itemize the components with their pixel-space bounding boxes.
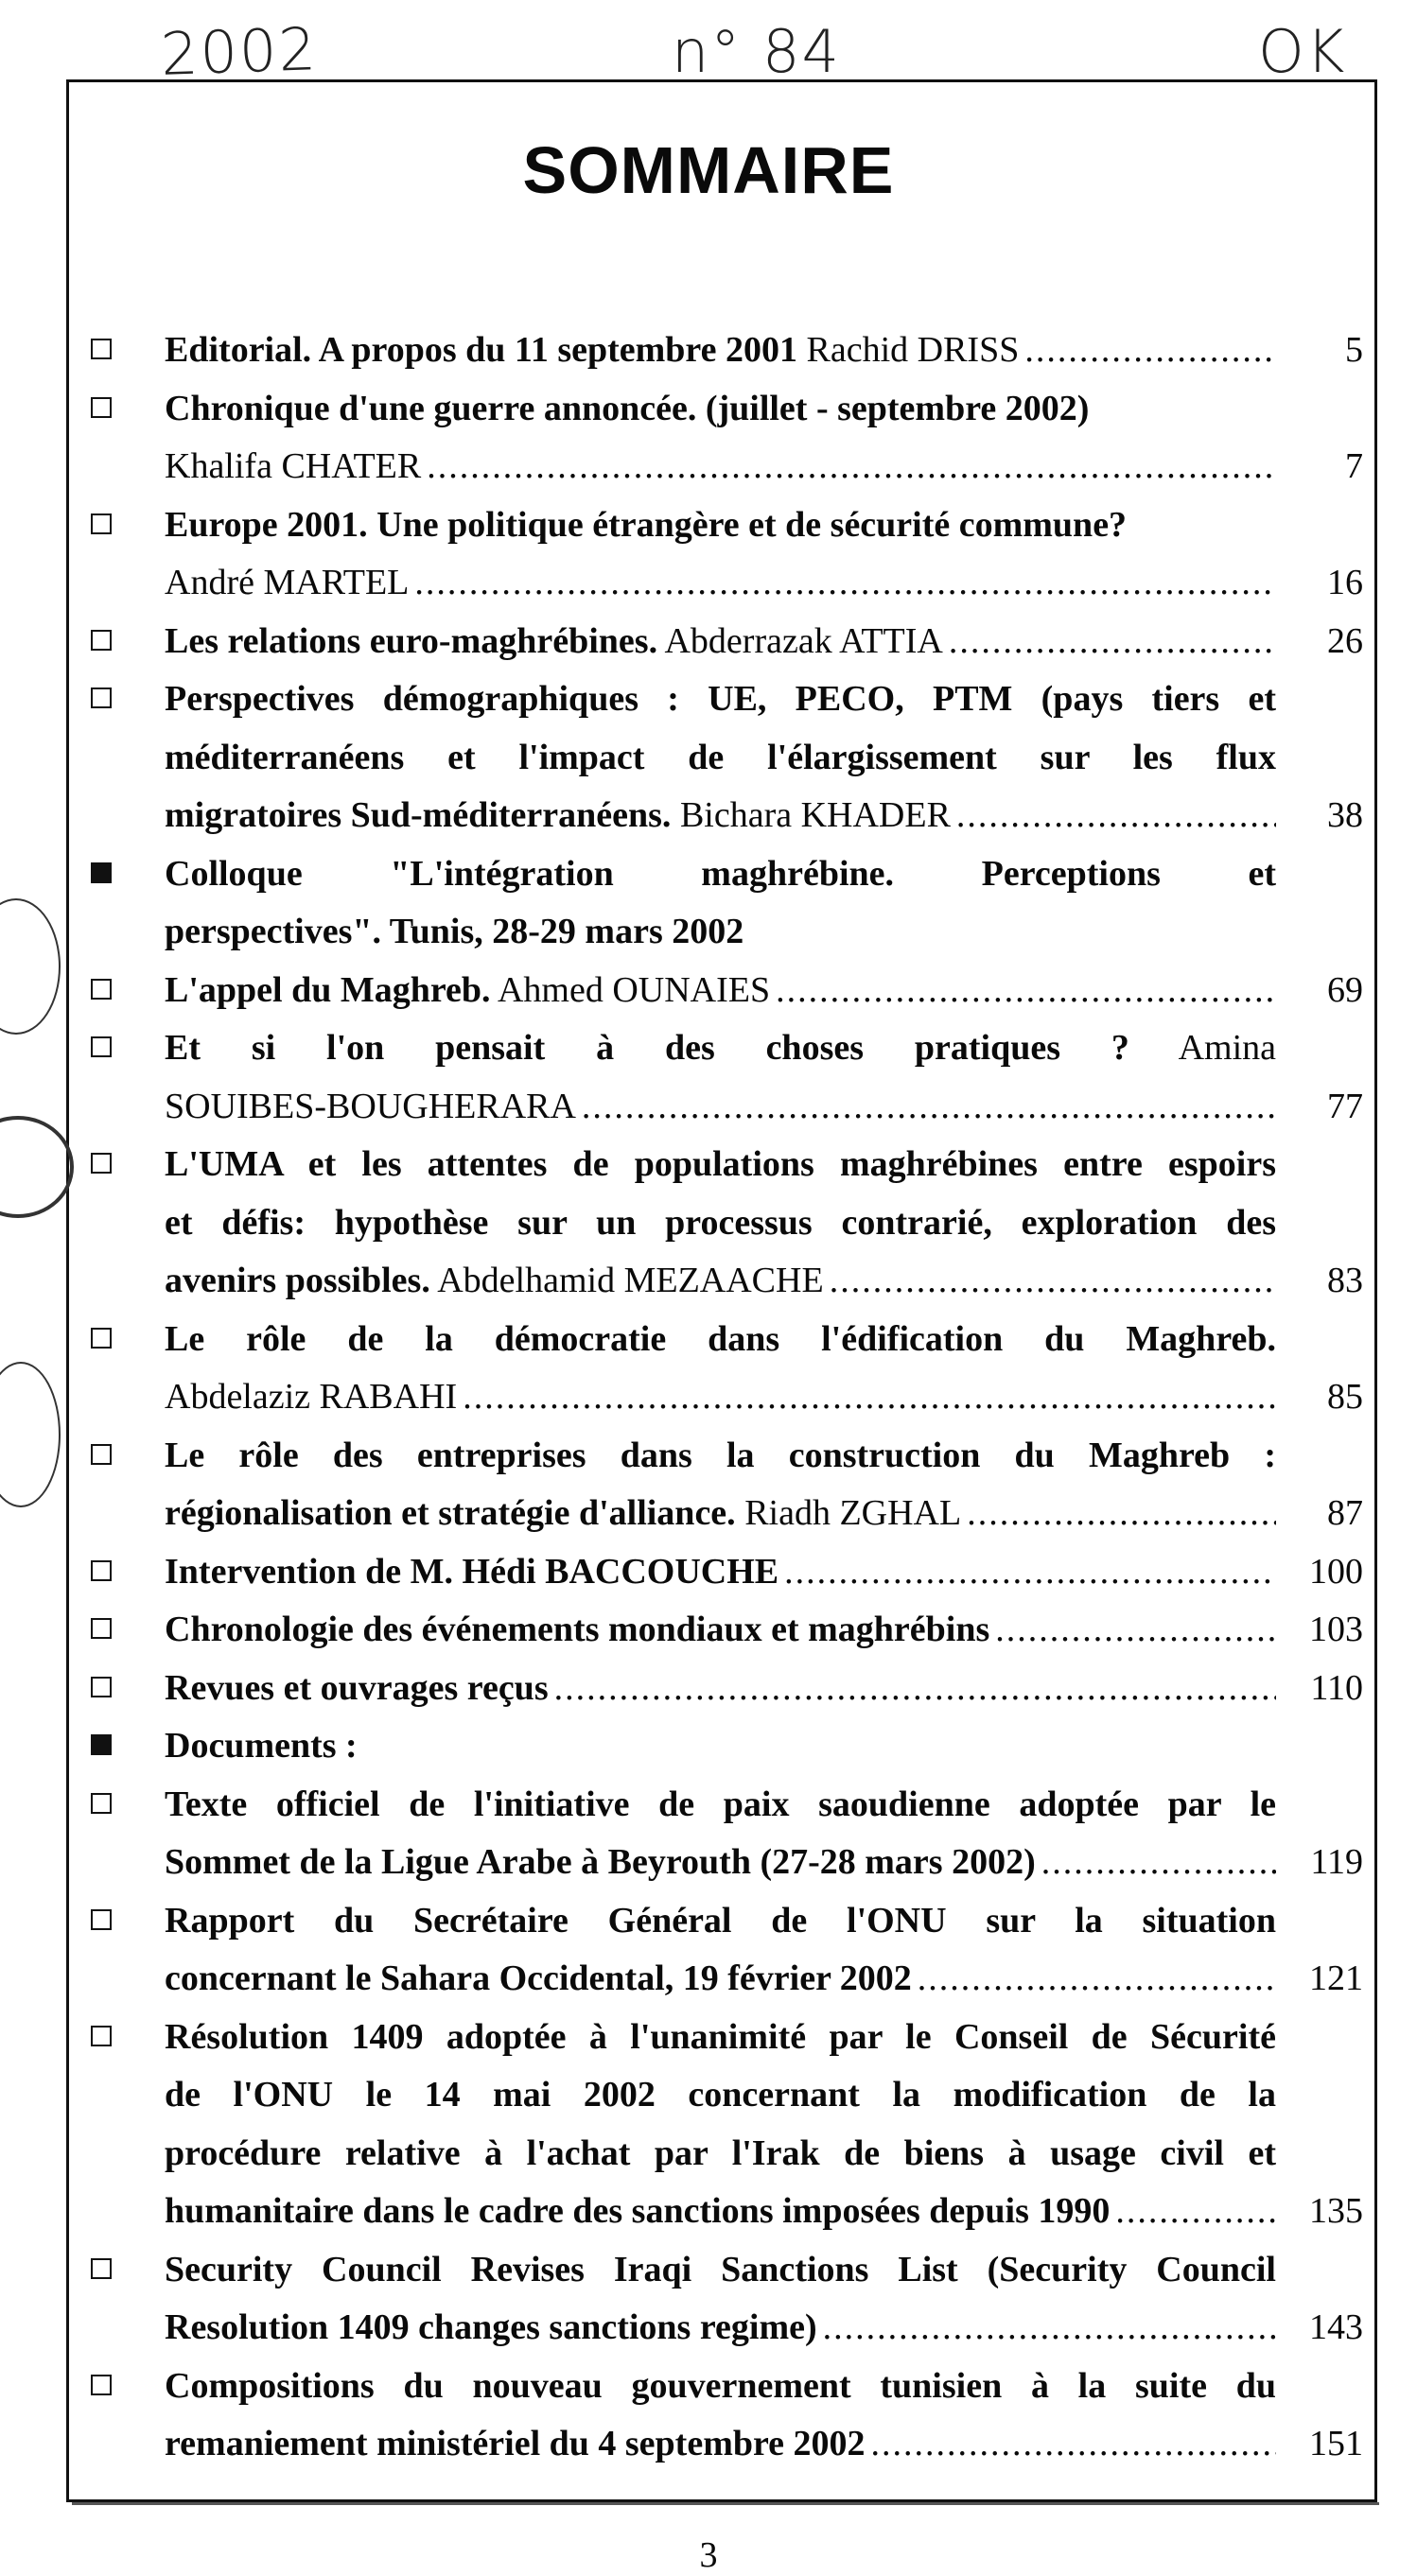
entry-author: SOUIBES-BOUGHERARA [165,1086,576,1126]
toc-entry[interactable] [91,613,1363,671]
toc-entry[interactable] [91,1019,1363,1136]
toc-entry[interactable] [91,1892,1363,2009]
entry-title-line: Le rôle des entreprises dans la construction du Maghreb : [165,1435,1276,1475]
checkbox-icon [91,1909,112,1930]
checkbox-icon [91,2258,112,2279]
table-of-contents [91,322,1363,2474]
checkbox-icon [91,339,112,359]
entry-title-line: Sommet de la Ligue Arabe à Beyrouth (27-28 mars 2002) [165,1842,1036,1882]
entry-title-line: Security Council Revises Iraqi Sanctions List (Security Council [165,2249,1276,2289]
toc-section[interactable] [91,1717,1363,1776]
toc-entry[interactable] [91,2009,1363,2241]
entry-title-line: Résolution 1409 adoptée à l'unanimité par le Conseil de Sécurité [165,2016,1276,2057]
toc-entry[interactable] [91,380,1363,496]
filled-square-icon [91,862,112,883]
entry-page: 135 [1309,2191,1363,2231]
entry-page: 7 [1345,446,1363,486]
toc-entry[interactable] [91,1601,1363,1660]
binding-mark [0,1116,74,1218]
checkbox-icon [91,630,112,651]
entry-author: Abdelaziz RABAHI [165,1377,458,1417]
frame-shadow [72,2502,1379,2505]
toc-section[interactable] [91,845,1363,962]
toc-entry[interactable] [91,1136,1363,1311]
entry-title-line: Rapport du Secrétaire Général de l'ONU sur la situation [165,1900,1276,1941]
entry-title: Et si l'on pensait à des choses pratiques ? [165,1028,1129,1068]
checkbox-icon [91,1677,112,1697]
checkbox-icon [91,688,112,708]
toc-entry[interactable] [91,1776,1363,1892]
checkbox-icon [91,979,112,1000]
entry-title-line: L'UMA et les attentes de populations maghrébines entre espoirs [165,1144,1276,1184]
entry-page: 143 [1309,2307,1363,2347]
entry-page: 26 [1327,620,1363,661]
entry-title-line: méditerranéens et l'impact de l'élargissement sur les flux [165,737,1276,777]
entry-title: Intervention de M. Hédi BACCOUCHE [165,1551,779,1592]
entry-title: Le rôle de la démocratie dans l'édification du Maghreb. [165,1318,1276,1359]
entry-title: Europe 2001. Une politique étrangère et de sécurité commune? [165,504,1128,545]
toc-entry[interactable] [91,962,1363,1020]
entry-author: Abdelhamid MEZAACHE [429,1261,824,1300]
checkbox-icon [91,2026,112,2046]
toc-entry[interactable] [91,1427,1363,1543]
entry-author: Abderrazak ATTIA [657,620,943,661]
entry-title: Les relations euro-maghrébines. [165,620,658,661]
handwritten-issue-number: n° 84 [672,17,841,86]
entry-page: 151 [1309,2424,1363,2463]
checkbox-icon [91,1560,112,1581]
checkbox-icon [91,1793,112,1814]
entry-title: Revues et ouvrages reçus [165,1667,549,1708]
entry-page: 121 [1309,1958,1363,1998]
toc-entry[interactable] [91,1543,1363,1602]
entry-title-line: Perspectives démographiques : UE, PECO, PTM (pays tiers et [165,679,1276,719]
section-title-line: perspectives". Tunis, 28-29 mars 2002 [165,912,744,951]
entry-page: 83 [1327,1261,1363,1300]
entry-title-line: de l'ONU le 14 mai 2002 concernant la modification de la [165,2075,1276,2115]
entry-page: 119 [1310,1842,1363,1882]
entry-author: André MARTEL [165,563,410,602]
entry-title-line: Texte officiel de l'initiative de paix saoudienne adoptée par le [165,1784,1276,1824]
entry-page: 85 [1327,1377,1363,1417]
entry-title-line: concernant le Sahara Occidental, 19 février 2002 [165,1958,912,1998]
entry-title-line: humanitaire dans le cadre des sanctions imposées depuis 1990 [165,2191,1111,2231]
toc-entry[interactable] [91,670,1363,845]
entry-author: Amina [1128,1028,1277,1068]
binding-mark [0,1362,61,1507]
page-number: 3 [699,2535,718,2575]
entry-title: Editorial. A propos du 11 septembre 2001 [165,330,797,370]
toc-entry[interactable] [91,1660,1363,1718]
section-title: Documents : [165,1726,358,1766]
entry-title: Chronique d'une guerre annoncée. (juillet - septembre 2002) [165,388,1090,428]
entry-page: 5 [1345,330,1363,370]
toc-entry[interactable] [91,496,1363,613]
entry-page: 110 [1310,1667,1363,1708]
entry-title-line: régionalisation et stratégie d'alliance. [165,1493,736,1533]
entry-title-line: remaniement ministériel du 4 septembre 2002 [165,2424,866,2463]
toc-entry[interactable] [91,2358,1363,2474]
entry-page: 69 [1327,969,1363,1010]
checkbox-icon [91,513,112,534]
checkbox-icon [91,1328,112,1349]
entry-title-line: procédure relative à l'achat par l'Irak de biens à usage civil et [165,2132,1276,2173]
entry-title-line: et défis: hypothèse sur un processus contrarié, exploration des [165,1202,1276,1243]
handwritten-ok: OK [1258,17,1347,86]
checkbox-icon [91,1036,112,1057]
entry-title: Chronologie des événements mondiaux et maghrébins [165,1610,990,1649]
entry-author: Rachid DRISS [796,330,1020,370]
entry-author: Riadh ZGHAL [735,1493,962,1533]
entry-page: 103 [1309,1610,1363,1649]
entry-page: 87 [1327,1493,1363,1533]
checkbox-icon [91,397,112,418]
handwritten-year: 2002 [159,14,320,89]
toc-entry[interactable] [91,322,1363,380]
checkbox-icon [91,2375,112,2395]
entry-page: 77 [1327,1086,1363,1126]
toc-entry[interactable] [91,2241,1363,2358]
section-title-line: Colloque "L'intégration maghrébine. Perceptions et [165,853,1276,894]
entry-author: Khalifa CHATER [165,446,422,486]
entry-title: L'appel du Maghreb. [165,969,491,1010]
filled-square-icon [91,1734,112,1755]
entry-title-line: avenirs possibles. [165,1261,430,1300]
entry-page: 100 [1309,1551,1363,1592]
checkbox-icon [91,1153,112,1174]
entry-page: 38 [1327,795,1363,835]
toc-entry[interactable] [91,1311,1363,1427]
checkbox-icon [91,1618,112,1639]
page-title: SOMMAIRE [522,133,895,207]
binding-mark [0,898,61,1035]
checkbox-icon [91,1444,112,1465]
entry-author: Ahmed OUNAIES [490,969,771,1010]
entry-title-line: Compositions du nouveau gouvernement tunisien à la suite du [165,2365,1276,2406]
entry-author: Bichara KHADER [671,795,951,835]
entry-title-line: migratoires Sud-méditerranéens. [165,795,672,835]
entry-title-line: Resolution 1409 changes sanctions regime) [165,2307,817,2347]
entry-page: 16 [1327,563,1363,602]
